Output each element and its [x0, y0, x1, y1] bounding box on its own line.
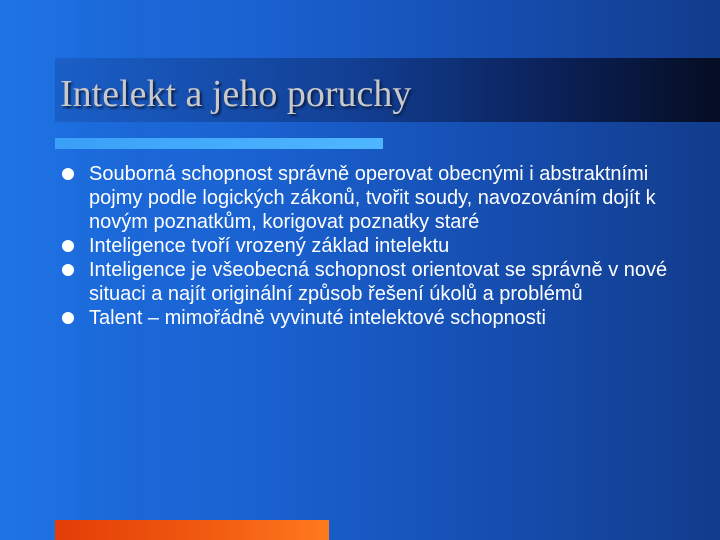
bullet-item	[62, 162, 702, 234]
bullet-text: Inteligence tvoří vrozený základ intelektu	[89, 235, 450, 257]
title-underline	[55, 138, 383, 149]
bullet-list	[62, 162, 702, 330]
bullet-dot-icon	[62, 168, 74, 180]
bullet-text: Inteligence je všeobecná schopnost orientovat se správně v nové situaci a najít originální způsob řešení úkolů a problémů	[89, 259, 668, 305]
bullet-dot-icon	[62, 240, 74, 252]
bullet-text: Souborná schopnost správně operovat obecnými i abstraktními pojmy podle logických zákonů, tvořit soudy, navozováním dojít k novým poznatkům, korigovat poznatky staré	[89, 163, 656, 233]
bullet-item	[62, 258, 702, 306]
bottom-accent-bar	[55, 520, 329, 540]
bullet-item	[62, 234, 702, 258]
bullet-dot-icon	[62, 312, 74, 324]
bullet-dot-icon	[62, 264, 74, 276]
bullet-item	[62, 306, 702, 330]
slide-title: Intelekt a jeho poruchy	[60, 73, 412, 115]
bullet-text: Talent – mimořádně vyvinuté intelektové schopnosti	[89, 307, 546, 329]
